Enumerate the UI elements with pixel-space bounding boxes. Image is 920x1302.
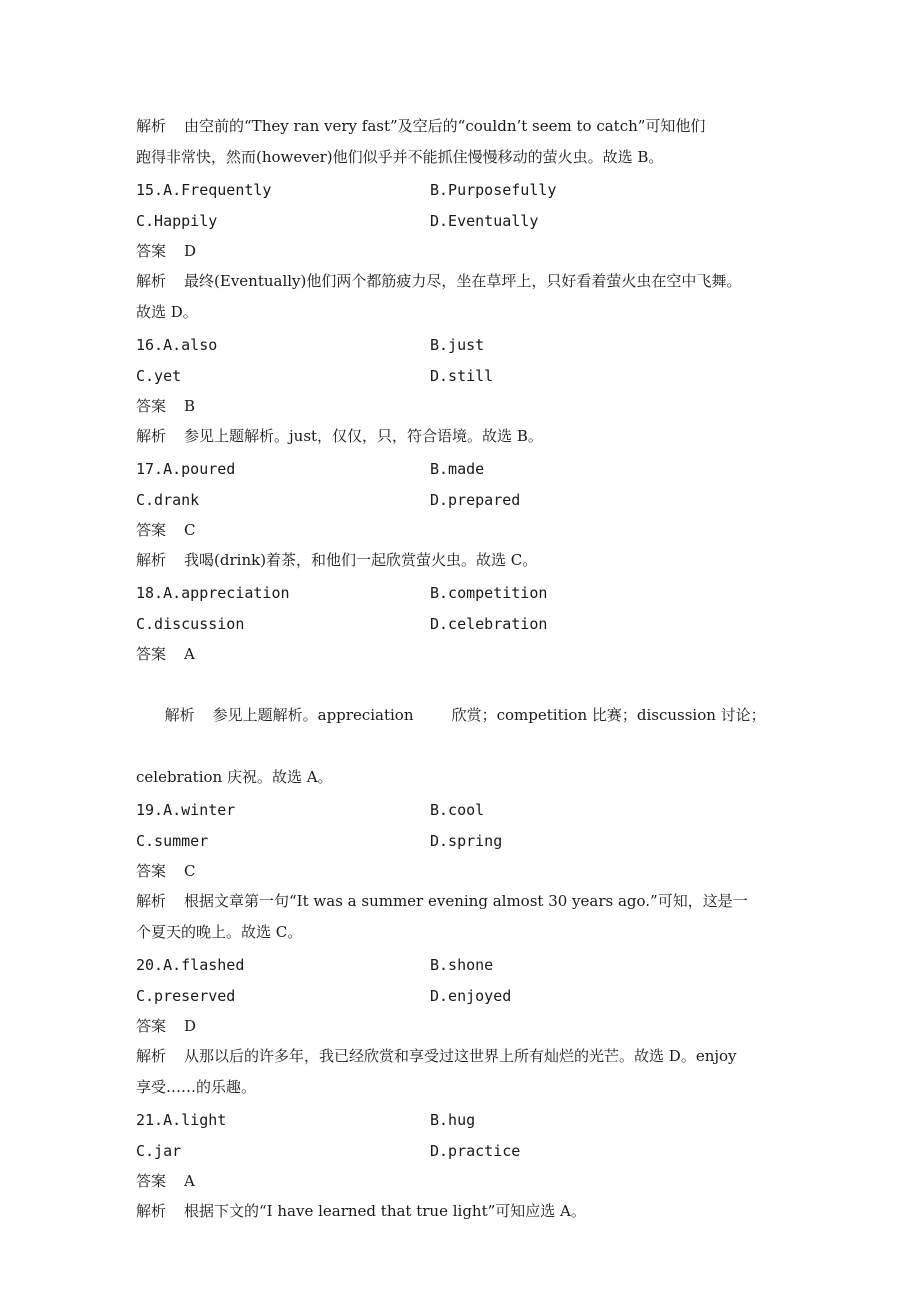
analysis-text: 享受……的乐趣。 xyxy=(136,1078,257,1096)
question-17 xyxy=(136,454,788,576)
analysis-label: 解析 xyxy=(136,272,167,290)
answer-value: C xyxy=(184,862,196,880)
options-row xyxy=(136,454,788,485)
question-number: 20. xyxy=(136,956,164,974)
analysis-text: 跑得非常快，然而(however)他们似乎并不能抓住慢慢移动的萤火虫。故选 B。 xyxy=(136,148,664,166)
analysis-text: 我喝(drink)着茶，和他们一起欣赏萤火虫。故选 C。 xyxy=(184,551,538,569)
answer-label: 答案 xyxy=(136,645,167,663)
option-a: A.flashed xyxy=(163,956,245,974)
option-d: D.Eventually xyxy=(430,212,539,230)
options-row xyxy=(136,950,788,981)
options-row xyxy=(136,609,788,640)
options-row xyxy=(136,981,788,1012)
answer-label: 答案 xyxy=(136,242,167,260)
analysis-text: 参见上题解析。appreciation 欣赏；competition 比赛；discussion 讨论； xyxy=(212,706,766,724)
document-page xyxy=(136,111,788,1227)
answer-line xyxy=(136,1012,788,1041)
option-c: C.drank xyxy=(136,491,200,509)
analysis-line xyxy=(136,917,788,948)
answer-value: C xyxy=(184,521,196,539)
analysis-text: 根据下文的“I have learned that true light”可知应选 A。 xyxy=(184,1202,586,1220)
analysis-line xyxy=(136,1041,788,1072)
option-d: D.celebration xyxy=(430,615,548,633)
analysis-line xyxy=(136,266,788,297)
question-20 xyxy=(136,950,788,1103)
options-row xyxy=(136,578,788,609)
option-b: B.made xyxy=(430,460,485,478)
analysis-text: 最终(Eventually)他们两个都筋疲力尽，坐在草坪上，只好看着萤火虫在空中飞舞。 xyxy=(184,272,742,290)
answer-line xyxy=(136,1167,788,1196)
question-number: 18. xyxy=(136,584,164,602)
option-b: B.cool xyxy=(430,801,485,819)
option-a: A.light xyxy=(163,1111,227,1129)
analysis-label: 解析 xyxy=(136,551,167,569)
analysis-label: 解析 xyxy=(136,1047,167,1065)
options-row xyxy=(136,175,788,206)
question-15 xyxy=(136,175,788,328)
answer-line xyxy=(136,237,788,266)
analysis-line xyxy=(136,545,788,576)
question-number: 19. xyxy=(136,801,164,819)
analysis-line xyxy=(136,669,788,762)
option-c: C.summer xyxy=(136,832,209,850)
analysis-line xyxy=(136,886,788,917)
option-b: B.competition xyxy=(430,584,548,602)
question-16 xyxy=(136,330,788,452)
answer-label: 答案 xyxy=(136,521,167,539)
option-a: A.also xyxy=(163,336,218,354)
answer-value: B xyxy=(184,397,196,415)
analysis-line xyxy=(136,1196,788,1227)
analysis-line xyxy=(136,421,788,452)
option-b: B.hug xyxy=(430,1111,476,1129)
analysis-text: 根据文章第一句“It was a summer evening almost 30 years ago.”可知，这是一 xyxy=(184,892,748,910)
option-c: C.Happily xyxy=(136,212,218,230)
analysis-label: 解析 xyxy=(136,892,167,910)
option-d: D.still xyxy=(430,367,494,385)
analysis-text: 故选 D。 xyxy=(136,303,198,321)
question-number: 16. xyxy=(136,336,164,354)
options-row xyxy=(136,361,788,392)
answer-value: D xyxy=(184,1017,197,1035)
analysis-text: celebration 庆祝。故选 A。 xyxy=(136,768,333,786)
option-a: A.poured xyxy=(163,460,236,478)
answer-line xyxy=(136,857,788,886)
answer-line xyxy=(136,516,788,545)
options-row xyxy=(136,826,788,857)
answer-value: A xyxy=(184,645,195,663)
question-18 xyxy=(136,578,788,793)
analysis-text: 由空前的“They ran very fast”及空后的“couldn’t seem to catch”可知他们 xyxy=(184,117,706,135)
option-b: B.shone xyxy=(430,956,494,974)
answer-value: A xyxy=(184,1172,195,1190)
options-row xyxy=(136,1136,788,1167)
answer-label: 答案 xyxy=(136,1017,167,1035)
analysis-line xyxy=(136,1072,788,1103)
answer-line xyxy=(136,640,788,669)
analysis-line xyxy=(136,762,788,793)
options-row xyxy=(136,330,788,361)
option-d: D.enjoyed xyxy=(430,987,512,1005)
option-d: D.practice xyxy=(430,1142,521,1160)
analysis-label: 解析 xyxy=(164,706,195,724)
option-a: A.winter xyxy=(163,801,236,819)
options-row xyxy=(136,795,788,826)
answer-value: D xyxy=(184,242,197,260)
option-b: B.Purposefully xyxy=(430,181,557,199)
option-c: C.yet xyxy=(136,367,182,385)
answer-label: 答案 xyxy=(136,397,167,415)
answer-label: 答案 xyxy=(136,862,167,880)
option-d: D.spring xyxy=(430,832,503,850)
question-number: 21. xyxy=(136,1111,164,1129)
option-c: C.jar xyxy=(136,1142,182,1160)
options-row xyxy=(136,1105,788,1136)
option-b: B.just xyxy=(430,336,485,354)
answer-label: 答案 xyxy=(136,1172,167,1190)
question-19 xyxy=(136,795,788,948)
question-number: 17. xyxy=(136,460,164,478)
analysis-line xyxy=(136,142,788,173)
analysis-block-14 xyxy=(136,111,788,173)
analysis-text: 个夏天的晚上。故选 C。 xyxy=(136,923,303,941)
options-row xyxy=(136,485,788,516)
option-d: D.prepared xyxy=(430,491,521,509)
option-c: C.preserved xyxy=(136,987,236,1005)
question-21 xyxy=(136,1105,788,1227)
analysis-text: 参见上题解析。just，仅仅，只，符合语境。故选 B。 xyxy=(184,427,543,445)
option-a: A.Frequently xyxy=(163,181,272,199)
options-row xyxy=(136,206,788,237)
analysis-label: 解析 xyxy=(136,427,167,445)
option-c: C.discussion xyxy=(136,615,245,633)
answer-line xyxy=(136,392,788,421)
option-a: A.appreciation xyxy=(163,584,290,602)
analysis-label: 解析 xyxy=(136,1202,167,1220)
analysis-line xyxy=(136,297,788,328)
analysis-text: 从那以后的许多年，我已经欣赏和享受过这世界上所有灿烂的光芒。故选 D。enjoy xyxy=(184,1047,737,1065)
analysis-label: 解析 xyxy=(136,117,167,135)
question-number: 15. xyxy=(136,181,164,199)
analysis-line xyxy=(136,111,788,142)
